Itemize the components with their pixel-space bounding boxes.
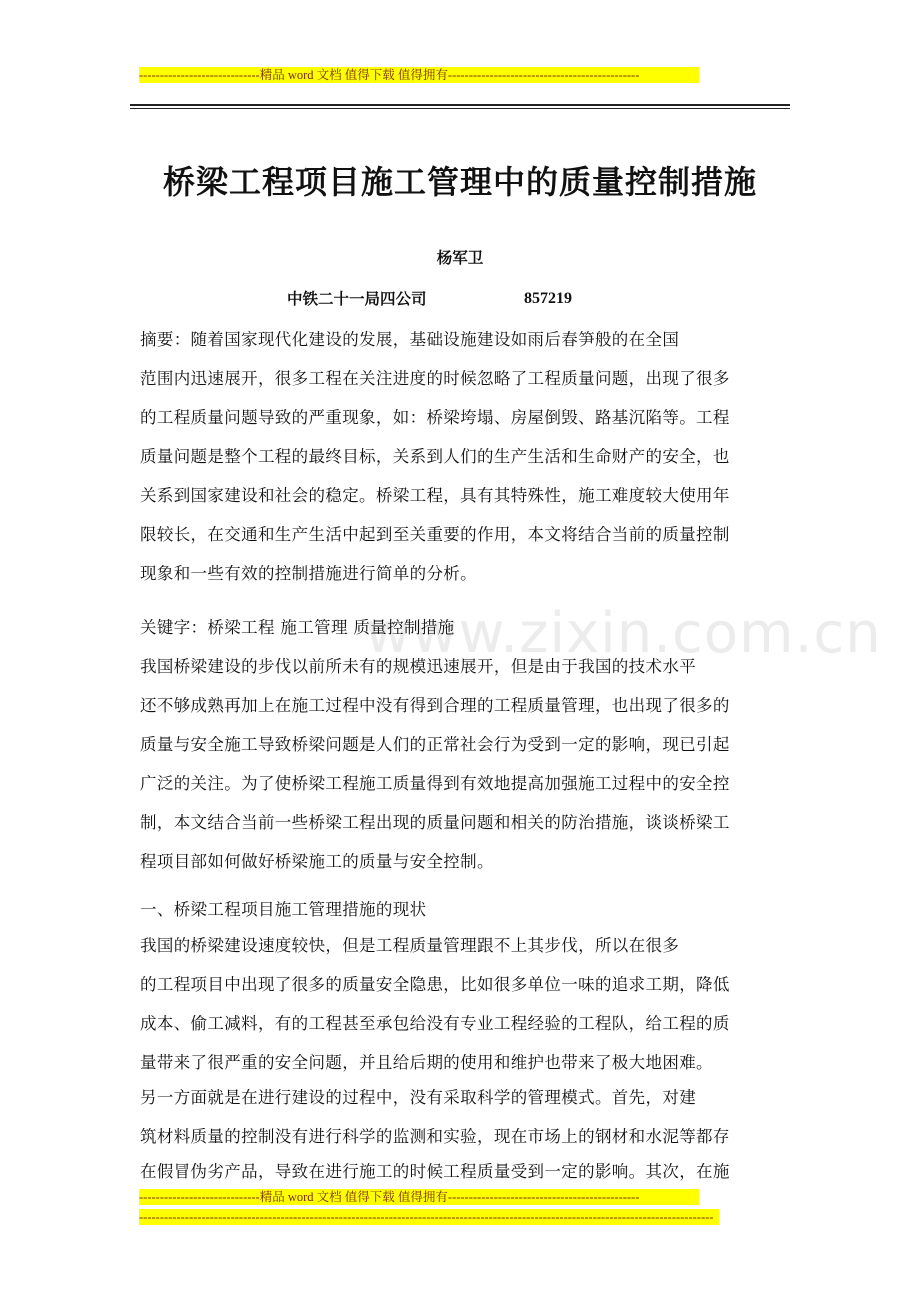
footer-banner-dashes: ------------------------------------------------------------------------------------------------------------------------------------------ xyxy=(139,1209,719,1225)
header-banner: -----------------------------精品 word 文档 值得下载 值得拥有---------------------------------------------- xyxy=(139,67,699,83)
text-line: 还不够成熟再加上在施工过程中没有得到合理的工程质量管理，也出现了很多的 xyxy=(140,696,730,715)
text-line: 的工程项目中出现了很多的质量安全隐患，比如很多单位一味的追求工期，降低 xyxy=(140,975,730,994)
text-line: 关系到国家建设和社会的稳定。桥梁工程，具有其特殊性，施工难度较大使用年 xyxy=(140,486,730,505)
text-line: 制，本文结合当前一些桥梁工程出现的质量问题和相关的防治措施，谈谈桥梁工 xyxy=(140,813,730,832)
header-rule-thin xyxy=(130,108,790,109)
text-line: 摘要：随着国家现代化建设的发展，基础设施建设如雨后春笋般的在全国 xyxy=(140,330,680,349)
text-line: 在假冒伪劣产品，导致在进行施工的时候工程质量受到一定的影响。其次，在施 xyxy=(140,1162,730,1181)
watermark-text: www.zixin.com.cn xyxy=(365,601,882,666)
header-rule xyxy=(130,104,790,106)
text-line: 我国桥梁建设的步伐以前所未有的规模迅速展开，但是由于我国的技术水平 xyxy=(140,657,697,676)
section-heading: 一、桥梁工程项目施工管理措施的现状 xyxy=(140,900,427,919)
text-line: 质量问题是整个工程的最终目标，关系到人们的生产生活和生命财产的安全，也 xyxy=(140,447,730,466)
text-line: 成本、偷工减料，有的工程甚至承包给没有专业工程经验的工程队，给工程的质 xyxy=(140,1014,730,1033)
text-line: 限较长，在交通和生产生活中起到至关重要的作用，本文将结合当前的质量控制 xyxy=(140,525,730,544)
affiliation-name: 中铁二十一局四公司 xyxy=(287,290,427,308)
text-line: 程项目部如何做好桥梁施工的质量与安全控制。 xyxy=(140,852,494,871)
document-title: 桥梁工程项目施工管理中的质量控制措施 xyxy=(162,163,757,201)
text-line: 的工程质量问题导致的严重现象，如：桥梁垮塌、房屋倒毁、路基沉陷等。工程 xyxy=(140,408,730,427)
author-name: 杨军卫 xyxy=(436,249,484,267)
text-line: 筑材料质量的控制没有进行科学的监测和实验，现在市场上的钢材和水泥等都存 xyxy=(140,1127,730,1146)
text-line: 范围内迅速展开，很多工程在关注进度的时候忽略了工程质量问题，出现了很多 xyxy=(140,369,730,388)
text-line: 我国的桥梁建设速度较快，但是工程质量管理跟不上其步伐，所以在很多 xyxy=(140,936,680,955)
text-line: 广泛的关注。为了使桥梁工程施工质量得到有效地提高加强施工过程中的安全控 xyxy=(140,774,730,793)
keywords-line: 关键字：桥梁工程 施工管理 质量控制措施 xyxy=(140,618,455,637)
text-line: 另一方面就是在进行建设的过程中，没有采取科学的管理模式。首先，对建 xyxy=(140,1088,697,1107)
text-line: 量带来了很严重的安全问题，并且给后期的使用和维护也带来了极大地困难。 xyxy=(140,1053,713,1072)
text-line: 现象和一些有效的控制措施进行简单的分析。 xyxy=(140,564,477,583)
footer-banner: -----------------------------精品 word 文档 值得下载 值得拥有---------------------------------------------- xyxy=(139,1189,699,1205)
affiliation-postcode: 857219 xyxy=(524,290,572,307)
text-line: 质量与安全施工导致桥梁问题是人们的正常社会行为受到一定的影响，现已引起 xyxy=(140,735,730,754)
